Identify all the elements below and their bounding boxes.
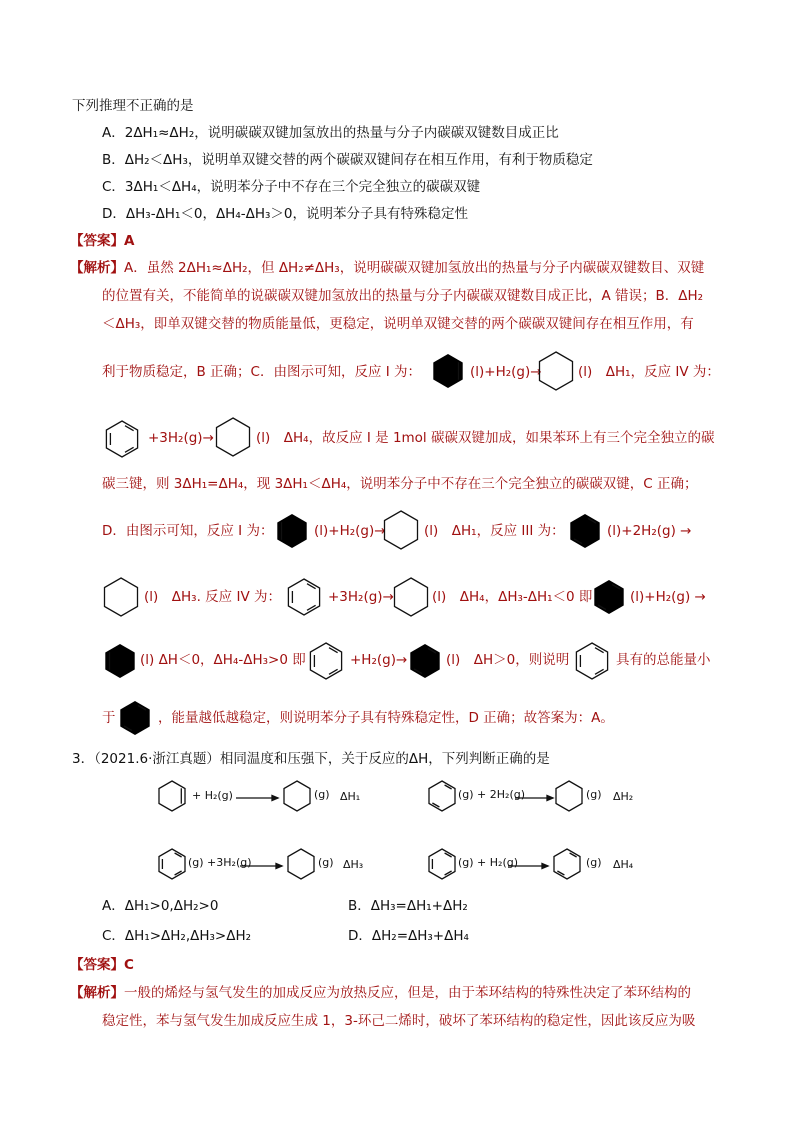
benzene-structure — [156, 846, 188, 882]
cyclohexadiene-structure — [406, 638, 444, 684]
analysis-line-9a: (l) ΔH＜0，ΔH₄-ΔH₃>0 即 — [140, 652, 306, 668]
q3-answer-value: C — [124, 957, 134, 973]
benzene-structure — [426, 846, 458, 882]
analysis-line-7b: (l)+H₂(g)→ — [314, 523, 386, 539]
analysis-line-5a: +3H₂(g)→ — [148, 430, 214, 446]
answer-value: A — [124, 233, 135, 249]
analysis-line-7d: (l)+2H₂(g) → — [607, 523, 692, 539]
analysis-line-8d: (l)+H₂(g) → — [630, 589, 706, 605]
q3-answer-label: 【答案】 — [70, 957, 124, 973]
r3-reagent: (g) +3H₂(g) — [188, 856, 252, 869]
r4-reagent: (g) + H₂(g) — [458, 856, 519, 869]
q3-analysis-line-2: 稳定性，苯与氢气发生加成反应生成 1，3-环己二烯时，破坏了苯环结构的稳定性，因此该反应为吸 — [102, 1013, 696, 1029]
cyclohexadiene-structure — [426, 778, 458, 814]
analysis-text: A．虽然 2ΔH₁≈ΔH₂，但 ΔH₂≠ΔH₃，说明碳碳双键加氢放出的热量与分子内碳碳双键数目、双键 — [124, 260, 705, 276]
cyclohexane-structure — [392, 570, 430, 624]
option-d: D．ΔH₃-ΔH₁＜0，ΔH₄-ΔH₃＞0，说明苯分子具有特殊稳定性 — [102, 206, 469, 222]
option-b: B．ΔH₂＜ΔH₃，说明单双键交替的两个碳碳双键间存在相互作用，有利于物质稳定 — [102, 152, 593, 168]
q3-option-a: A．ΔH₁>0,ΔH₂>0 — [102, 898, 219, 914]
analysis-line-10b: ，能量越低越稳定，则说明苯分子具有特殊稳定性，D 正确；故答案为：A。 — [158, 710, 614, 726]
analysis-line-10a: 于 — [102, 710, 116, 726]
cyclohexane-structure — [537, 344, 575, 398]
q3-option-b: B．ΔH₃=ΔH₁+ΔH₂ — [348, 898, 468, 914]
analysis-line-4a: 利于物质稳定，B 正确；C．由图示可知，反应 I 为： — [102, 364, 422, 380]
cyclohexane-structure — [285, 846, 317, 882]
analysis-line-3: ＜ΔH₃，即单双键交替的物质能量低，更稳定，说明单双键交替的两个碳碳双键间存在相互作用，有 — [102, 316, 694, 332]
cyclohexane-structure — [553, 778, 585, 814]
analysis-line-7c: (l) ΔH₁，反应 III 为： — [424, 523, 565, 539]
q3-stem: 3．（2021.6·浙江真题）相同温度和压强下，关于反应的ΔH，下列判断正确的是 — [72, 751, 550, 767]
cyclohexene-structure — [102, 636, 138, 686]
analysis-line-7a: D．由图示可知，反应 I 为： — [102, 523, 274, 539]
r4-product-state: (g) — [586, 856, 602, 869]
r1-product-state: (g) — [314, 788, 330, 801]
q3-analysis-label: 【解析】 — [70, 985, 124, 1001]
cyclohexene-structure — [274, 506, 310, 556]
r4-arrow — [508, 863, 550, 869]
r2-product-state: (g) — [586, 788, 602, 801]
analysis-line-5b: (l) ΔH₄，故反应 I 是 1mol 碳碳双键加成，如果苯环上有三个完全独立的碳 — [256, 430, 715, 446]
r2-reagent: (g) + 2H₂(g) — [458, 788, 526, 801]
benzene-structure — [102, 416, 142, 462]
option-c: C．3ΔH₁＜ΔH₄，说明苯分子中不存在三个完全独立的碳碳双键 — [102, 179, 481, 195]
cyclohexane-structure — [382, 503, 420, 557]
q3-option-d: D．ΔH₂=ΔH₃+ΔH₄ — [348, 928, 469, 944]
answer-label: 【答案】 — [70, 233, 124, 249]
answer-line — [70, 231, 134, 251]
analysis-line-8a: (l) ΔH₃. 反应 IV 为： — [144, 589, 281, 605]
cyclohexadiene-structure — [116, 695, 154, 741]
cyclohexane-structure — [281, 778, 313, 814]
r1-arrow — [236, 795, 280, 801]
r1-enthalpy: ΔH₁ — [340, 790, 361, 803]
analysis-line-9b: +H₂(g)→ — [350, 652, 408, 668]
r3-arrow — [240, 863, 284, 869]
analysis-line-4c: (l) ΔH₁，反应 IV 为： — [578, 364, 720, 380]
analysis-line-2: 的位置有关，不能简单的说碳碳双键加氢放出的热量与分子内碳碳双键数目成正比，A 错误；B．ΔH₂ — [102, 288, 704, 304]
cyclohexene-structure — [156, 778, 188, 814]
q3-analysis-line-1 — [70, 983, 691, 1003]
analysis-line-8b: +3H₂(g)→ — [328, 589, 394, 605]
analysis-line-9d: 具有的总能量小 — [616, 652, 711, 668]
q3-analysis-text: 一般的烯烃与氢气发生的加成反应为放热反应，但是，由于苯环结构的特殊性决定了苯环结构的 — [124, 985, 691, 1001]
cyclohexane-structure — [102, 570, 140, 624]
cyclohexadiene-structure — [551, 846, 583, 882]
benzene-structure — [572, 638, 612, 684]
q3-answer-line — [70, 955, 134, 975]
benzene-structure — [284, 574, 324, 620]
benzene-structure — [306, 638, 346, 684]
r1-reagent: + H₂(g) — [192, 789, 233, 802]
q3-option-c: C．ΔH₁>ΔH₂,ΔH₃>ΔH₂ — [102, 928, 252, 944]
cyclohexane-structure — [214, 410, 252, 464]
analysis-line-9c: (l) ΔH＞0，则说明 — [446, 652, 570, 668]
cyclohexadiene-structure — [566, 506, 604, 556]
analysis-label: 【解析】 — [70, 260, 124, 276]
r3-enthalpy: ΔH₃ — [343, 858, 364, 871]
cyclohexadiene-structure — [590, 574, 628, 620]
option-a: A．2ΔH₁≈ΔH₂，说明碳碳双键加氢放出的热量与分子内碳碳双键数目成正比 — [102, 125, 559, 141]
cyclohexene-structure — [430, 346, 466, 396]
r3-product-state: (g) — [318, 856, 334, 869]
analysis-line-6: 碳三键，则 3ΔH₁=ΔH₄，现 3ΔH₁＜ΔH₄，说明苯分子中不存在三个完全独立的碳碳双键，C 正确； — [102, 476, 698, 492]
analysis-line-8c: (l) ΔH₄，ΔH₃-ΔH₁＜0 即 — [432, 589, 593, 605]
analysis-line-4b: (l)+H₂(g)→ — [470, 364, 542, 380]
analysis-line-1 — [70, 258, 704, 278]
r4-enthalpy: ΔH₄ — [613, 858, 634, 871]
r2-arrow — [515, 795, 555, 801]
r2-enthalpy: ΔH₂ — [613, 790, 634, 803]
question-stem: 下列推理不正确的是 — [72, 98, 194, 114]
